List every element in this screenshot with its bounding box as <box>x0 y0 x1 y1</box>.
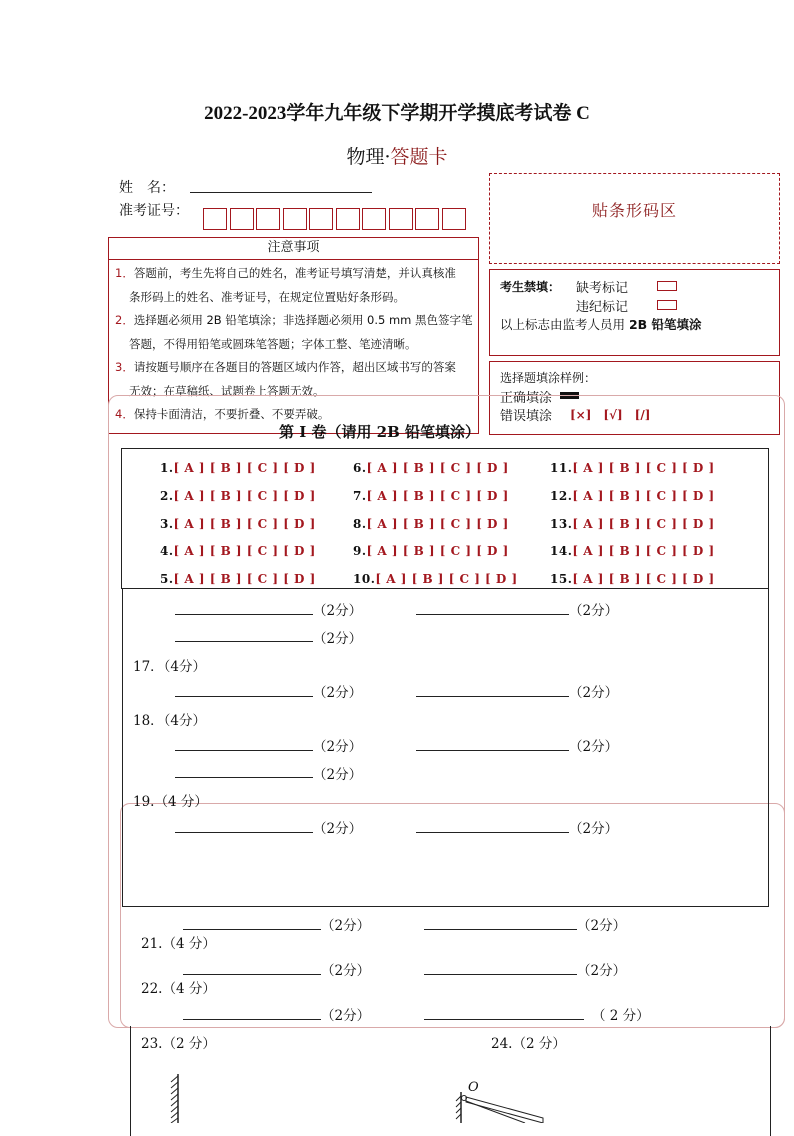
subtitle-dot: · <box>384 146 391 168</box>
drawing-area <box>130 1026 771 1136</box>
absent-mark-label: 缺考标记 <box>576 281 629 296</box>
exam-id-digit-box[interactable] <box>389 208 413 230</box>
subject-label: 物理 <box>346 146 385 168</box>
mc-row[interactable]: 2.[ A ] [ B ] [ C ] [ D ] <box>160 488 316 503</box>
score-label: （2分） <box>321 918 371 934</box>
answer-blank[interactable] <box>175 777 313 778</box>
score-label: （2分） <box>313 631 363 647</box>
mc-row[interactable]: 9.[ A ] [ B ] [ C ] [ D ] <box>353 544 509 559</box>
exam-id-digit-box[interactable] <box>309 208 333 230</box>
answer-blank[interactable] <box>424 1019 584 1020</box>
score-label: （2分） <box>321 1008 371 1024</box>
notice-item: 4．保持卡面清洁，不要折叠、不要弄破。 <box>115 407 330 421</box>
score-label: （2分） <box>313 739 363 755</box>
exam-id-digit-box[interactable] <box>336 208 360 230</box>
name-field[interactable] <box>190 192 372 193</box>
pivot-o-label: O <box>468 1080 479 1095</box>
notice-item: 无效；在草稿纸、试题卷上答题无效。 <box>129 383 325 398</box>
exam-id-digit-box[interactable] <box>256 208 280 230</box>
exam-rules-label: 考生禁填： <box>500 280 561 294</box>
mc-row[interactable]: 10.[ A ] [ B ] [ C ] [ D ] <box>353 572 518 587</box>
mc-row[interactable]: 1.[ A ] [ B ] [ C ] [ D ] <box>160 461 316 475</box>
answer-blank[interactable] <box>416 696 569 697</box>
score-label: （2分） <box>577 963 627 979</box>
answer-blank[interactable] <box>424 974 577 975</box>
question-19-label: 19.（4 分） <box>133 794 208 810</box>
question-24-label: 24.（2 分） <box>491 1036 566 1052</box>
mc-answer-box <box>121 448 769 589</box>
exam-id-digit-box[interactable] <box>415 208 439 230</box>
exam-id-boxes[interactable] <box>203 208 469 230</box>
mc-row[interactable]: 11.[ A ] [ B ] [ C ] [ D ] <box>550 461 715 475</box>
answer-blank[interactable] <box>183 1019 321 1020</box>
mc-row[interactable]: 6.[ A ] [ B ] [ C ] [ D ] <box>353 461 509 475</box>
violation-mark-box[interactable] <box>657 300 677 310</box>
exam-id-digit-box[interactable] <box>230 208 254 230</box>
exam-id-digit-box[interactable] <box>442 208 466 230</box>
exam-id-label: 准考证号： <box>119 203 189 219</box>
fill-sample-title: 选择题填涂样例： <box>500 371 597 385</box>
score-label: （2分） <box>569 821 619 837</box>
exam-id-digit-box[interactable] <box>283 208 307 230</box>
notice-item: 答题，不得用铅笔或圆珠笔答题；字体工整、笔迹清晰。 <box>129 336 417 351</box>
mc-row[interactable]: 7.[ A ] [ B ] [ C ] [ D ] <box>353 488 509 503</box>
answer-blank[interactable] <box>175 750 313 751</box>
exam-id-digit-box[interactable] <box>203 208 227 230</box>
wall-diagram <box>168 1074 182 1123</box>
wrong-fill-marks: [×] [√] [/] <box>570 408 651 422</box>
question-17-label: 17．（4分） <box>133 659 207 675</box>
notice-title: 注意事项 <box>109 238 478 260</box>
answer-blank[interactable] <box>424 929 577 930</box>
question-21-label: 21.（4 分） <box>141 936 216 952</box>
score-label: （2分） <box>313 821 363 837</box>
exam-rules-note: 以上标志由监考人员用 2B 铅笔填涂 <box>500 317 702 332</box>
answer-blank[interactable] <box>175 696 313 697</box>
notice-item: 3．请按题号顺序在各题目的答题区域内作答，超出区域书写的答案 <box>115 360 456 374</box>
answer-blank[interactable] <box>175 641 313 642</box>
mc-row[interactable]: 15.[ A ] [ B ] [ C ] [ D ] <box>550 572 715 587</box>
absent-mark-box[interactable] <box>657 281 677 291</box>
answer-blank[interactable] <box>416 750 569 751</box>
mc-row[interactable]: 12.[ A ] [ B ] [ C ] [ D ] <box>550 488 715 503</box>
score-label: （2分） <box>569 603 619 619</box>
exam-id-digit-box[interactable] <box>362 208 386 230</box>
mc-column-1 <box>160 455 316 594</box>
score-label: （2分） <box>313 767 363 783</box>
question-22-label: 22.（4 分） <box>141 981 216 997</box>
mc-row[interactable]: 14.[ A ] [ B ] [ C ] [ D ] <box>550 544 715 559</box>
answer-card-subtitle <box>0 142 794 169</box>
answer-blank[interactable] <box>183 974 321 975</box>
mc-row[interactable]: 13.[ A ] [ B ] [ C ] [ D ] <box>550 516 715 531</box>
score-label: （2分） <box>577 918 627 934</box>
barcode-area <box>489 173 780 264</box>
mc-row[interactable]: 8.[ A ] [ B ] [ C ] [ D ] <box>353 516 509 531</box>
notice-item: 1．答题前，考生先将自己的姓名，准考证号填写清楚，并认真核准 <box>115 266 456 280</box>
mc-row[interactable]: 4.[ A ] [ B ] [ C ] [ D ] <box>160 544 316 559</box>
question-18-label: 18．（4分） <box>133 713 207 729</box>
notice-item: 2．选择题必须用 2B 铅笔填涂；非选择题必须用 0.5 mm 黑色签字笔 <box>115 313 473 327</box>
score-label: （2分） <box>569 739 619 755</box>
answer-blank[interactable] <box>183 929 321 930</box>
mc-row[interactable]: 3.[ A ] [ B ] [ C ] [ D ] <box>160 516 316 531</box>
wrong-fill-label: 错误填涂 <box>500 409 553 424</box>
score-label: （2分） <box>313 685 363 701</box>
exam-title: 2022-2023学年九年级下学期开学摸底考试卷 C <box>204 103 590 124</box>
answer-blank[interactable] <box>175 832 313 833</box>
answer-blank[interactable] <box>175 614 313 615</box>
lever-diagram <box>455 1088 545 1123</box>
mc-column-2 <box>353 455 518 594</box>
exam-rules-box <box>489 269 780 356</box>
name-label: 姓 名： <box>119 180 175 196</box>
score-label: （2分） <box>569 685 619 701</box>
section1-title: 第 I 卷（请用 2B 铅笔填涂） <box>279 423 481 441</box>
score-label: （2分） <box>321 963 371 979</box>
score-label: （ 2 分） <box>592 1008 650 1024</box>
fill-in-box <box>122 588 769 907</box>
answer-blank[interactable] <box>416 614 569 615</box>
card-name-label: 答题卡 <box>390 146 448 168</box>
mc-row[interactable]: 5.[ A ] [ B ] [ C ] [ D ] <box>160 572 316 587</box>
question-23-label: 23.（2 分） <box>141 1036 216 1052</box>
barcode-label: 贴条形码区 <box>591 201 677 220</box>
answer-blank[interactable] <box>416 832 569 833</box>
mc-column-3 <box>550 455 715 594</box>
score-label: （2分） <box>313 603 363 619</box>
violation-mark-label: 违纪标记 <box>576 300 629 315</box>
correct-fill-label: 正确填涂 <box>500 391 553 406</box>
notice-item: 条形码上的姓名、准考证号，在规定位置贴好条形码。 <box>129 289 405 304</box>
